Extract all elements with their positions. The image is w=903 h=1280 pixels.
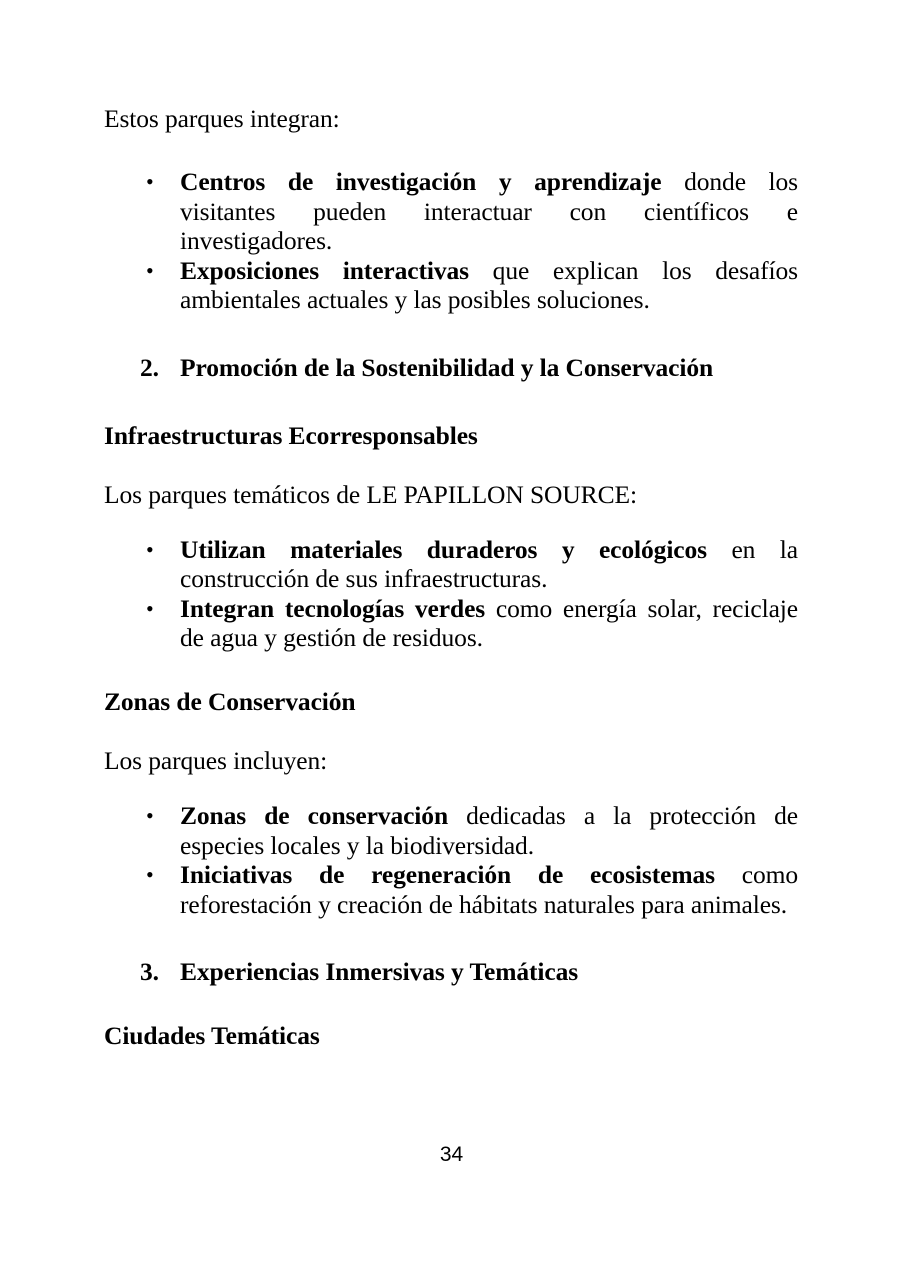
bullet-icon: • — [146, 802, 154, 828]
spacer — [104, 720, 798, 742]
spacer — [104, 454, 798, 476]
bullet-icon: • — [146, 862, 154, 888]
spacer — [104, 779, 798, 801]
spacer — [104, 315, 798, 353]
bullet-icon: • — [146, 257, 154, 283]
bullet-icon: • — [146, 169, 154, 194]
list-number: 2. — [140, 352, 159, 382]
list-number: 3. — [140, 957, 159, 987]
paragraph-parques-tematicos: Los parques temáticos de LE PAPILLON SOURCE: — [104, 479, 637, 509]
list-item-text: como reforestación y creación de hábitats naturales para animales. — [180, 860, 798, 919]
spacer — [104, 513, 798, 535]
list-item-bold-lead: Iniciativas de regeneración de ecosistemas — [180, 860, 715, 890]
section-heading-zonas: Zonas de Conservación — [104, 686, 356, 716]
list-item-text: Experiencias Inmersivas y Temáticas — [180, 957, 579, 987]
spacer — [104, 137, 798, 167]
page-number: 34 — [439, 1143, 464, 1166]
list-item-text: Promoción de la Sostenibilidad y la Conservación — [180, 352, 714, 382]
list-item-text: donde los visitantes pueden interactuar con científicos e investigadores. — [180, 167, 799, 256]
spacer — [104, 919, 798, 957]
list-item-text: que explican los desafíos ambientales actuales y las posibles soluciones. — [180, 255, 798, 315]
list-item — [104, 594, 798, 653]
list-item-text: dedicadas a la protección de especies locales y la biodiversidad. — [180, 800, 798, 860]
list-item-text: como energía solar, reciclaje de agua y gestión de residuos. — [180, 593, 798, 653]
spacer — [104, 653, 798, 683]
page-content — [104, 100, 798, 1054]
list-item-bold-lead: Zonas de conservación — [180, 800, 449, 830]
intro-paragraph: Estos parques integran: — [104, 104, 340, 133]
list-item — [104, 256, 798, 315]
bullet-icon: • — [146, 536, 154, 562]
list-item — [104, 353, 798, 383]
bullet-icon: • — [146, 595, 154, 621]
list-item-text: en la construcción de sus infraestructuras. — [180, 534, 798, 594]
list-item-bold-lead: Centros de investigación y aprendizaje — [180, 167, 662, 196]
numbered-list-3 — [104, 957, 798, 987]
list-item — [104, 957, 798, 987]
bullet-list-zonas — [104, 801, 798, 919]
list-item-bold-lead: Integran tecnologías verdes — [180, 593, 486, 623]
spacer — [104, 987, 798, 1017]
section-heading-ciudades: Ciudades Temáticas — [104, 1020, 320, 1050]
paragraph-parques-incluyen: Los parques incluyen: — [104, 745, 328, 775]
bullet-list-infraestructuras — [104, 535, 798, 653]
list-item-bold-lead: Utilizan materiales duraderos y ecológicos — [180, 534, 707, 564]
list-item — [104, 535, 798, 594]
list-item — [104, 860, 798, 919]
list-item — [104, 801, 798, 860]
numbered-list-2 — [104, 353, 798, 383]
list-item — [104, 167, 798, 256]
section-heading-infraestructuras: Infraestructuras Ecorresponsables — [104, 420, 478, 450]
bullet-list-integran — [104, 167, 798, 315]
spacer — [104, 383, 798, 417]
list-item-bold-lead: Exposiciones interactivas — [180, 255, 470, 285]
